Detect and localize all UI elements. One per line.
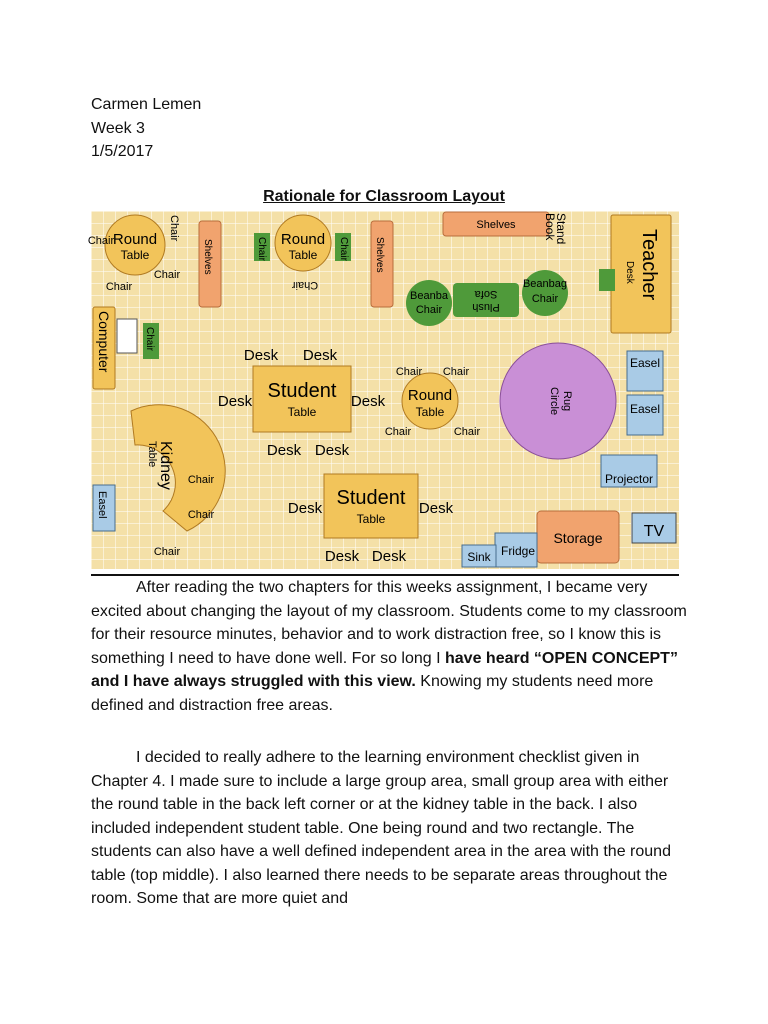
svg-text:Round: Round bbox=[112, 231, 158, 248]
svg-text:Sink: Sink bbox=[467, 550, 491, 564]
svg-text:Table: Table bbox=[356, 512, 386, 526]
svg-text:Book: Book bbox=[543, 213, 557, 241]
svg-text:Kidney: Kidney bbox=[157, 441, 174, 490]
chair-label: Chair bbox=[442, 366, 470, 378]
chair-label: Chair bbox=[453, 426, 481, 438]
top-shelves-label: Shelves bbox=[476, 219, 516, 231]
desk-label: Desk bbox=[371, 548, 407, 565]
svg-text:Easel: Easel bbox=[96, 491, 108, 519]
desk-label: Desk bbox=[287, 500, 323, 517]
svg-text:Computer: Computer bbox=[96, 311, 112, 373]
svg-text:TV: TV bbox=[643, 523, 665, 540]
svg-text:Student: Student bbox=[336, 487, 406, 509]
svg-text:Circle: Circle bbox=[548, 387, 560, 416]
teacher-desk-sublabel: Desk bbox=[624, 261, 635, 284]
svg-text:Easel: Easel bbox=[629, 356, 661, 370]
chair-label: Chair bbox=[105, 281, 133, 293]
svg-text:Rug: Rug bbox=[561, 391, 573, 412]
svg-text:Shelves: Shelves bbox=[202, 239, 213, 275]
svg-text:Table: Table bbox=[287, 405, 317, 419]
desk-label: Desk bbox=[217, 393, 253, 410]
svg-text:Chair: Chair bbox=[415, 304, 443, 316]
svg-text:Beanbag: Beanbag bbox=[522, 278, 568, 290]
desk-label: Desk bbox=[243, 347, 279, 364]
svg-text:Chair: Chair bbox=[531, 293, 559, 305]
svg-text:Chair: Chair bbox=[144, 327, 155, 351]
teacher-chair bbox=[599, 269, 615, 291]
svg-text:Table: Table bbox=[288, 248, 318, 262]
svg-text:Shelves: Shelves bbox=[374, 237, 385, 273]
classroom-layout-diagram bbox=[87, 211, 679, 569]
chair-label: Chair bbox=[87, 235, 115, 247]
svg-text:Fridge: Fridge bbox=[500, 544, 536, 558]
svg-text:Storage: Storage bbox=[553, 530, 603, 546]
book-stand bbox=[543, 213, 568, 244]
svg-text:Plush: Plush bbox=[472, 301, 500, 313]
desk-label: Desk bbox=[350, 393, 386, 410]
desk-label: Desk bbox=[266, 442, 302, 459]
chair-label: Chair bbox=[153, 269, 181, 281]
chair-label: Chair bbox=[187, 509, 215, 521]
date-label: 1/5/2017 bbox=[91, 143, 154, 160]
svg-text:Table: Table bbox=[120, 248, 150, 262]
document-title: Rationale for Classroom Layout bbox=[263, 188, 505, 205]
svg-text:Chair: Chair bbox=[338, 237, 349, 261]
desk-label: Desk bbox=[418, 500, 454, 517]
svg-text:Beanba: Beanba bbox=[410, 290, 448, 302]
beanbag-left bbox=[406, 280, 452, 326]
chair-label: Chair bbox=[187, 474, 215, 486]
teacher-desk-label bbox=[638, 229, 660, 300]
desk-label: Desk bbox=[302, 347, 338, 364]
desk-label: Desk bbox=[324, 548, 360, 565]
chair-label: Chair bbox=[395, 366, 423, 378]
svg-text:Student: Student bbox=[267, 380, 337, 402]
week-label: Week 3 bbox=[91, 120, 145, 137]
chair-label: Chair bbox=[153, 546, 181, 558]
computer-keyboard bbox=[117, 319, 137, 353]
svg-text:Round: Round bbox=[407, 387, 453, 404]
desk-label: Desk bbox=[314, 442, 350, 459]
svg-text:Table: Table bbox=[415, 405, 445, 419]
svg-text:Stand: Stand bbox=[554, 213, 568, 245]
svg-text:Sofa: Sofa bbox=[474, 288, 498, 300]
svg-text:Table: Table bbox=[146, 441, 158, 468]
svg-text:Round: Round bbox=[280, 231, 326, 248]
svg-text:Projector: Projector bbox=[604, 472, 654, 486]
paragraph-1: After reading the two chapters for this weeks assignment, I became very excited about changing the layout of my classroom. Students come to my classroom for their resource minutes, behavior and to work distraction free, so I know this is something I need to have done well. For so long I have heard “OPEN CONCEPT” and I have always struggled with this view. Knowing my students need more defined and distraction free areas. bbox=[91, 579, 687, 714]
svg-text:Easel: Easel bbox=[629, 402, 661, 416]
author-name: Carmen Lemen bbox=[91, 96, 202, 113]
svg-text:Teacher: Teacher bbox=[638, 229, 660, 301]
chair-label: Chair bbox=[384, 426, 412, 438]
svg-text:Chair: Chair bbox=[256, 237, 267, 261]
chair-label: Chair bbox=[291, 279, 319, 291]
paragraph-2: I decided to really adhere to the learning environment checklist given in Chapter 4. I made sure to include a large group area, small group area with either the round table in the back left corner or at the kidney table in the back. I also included independent student table. One being round and two rectangle. The students can also have a well defined independent area in the area with the round table (top middle). I also learned there needs to be separate areas throughout the room. Some that are more quiet and bbox=[91, 749, 671, 907]
svg-text:Chair: Chair bbox=[168, 215, 180, 242]
